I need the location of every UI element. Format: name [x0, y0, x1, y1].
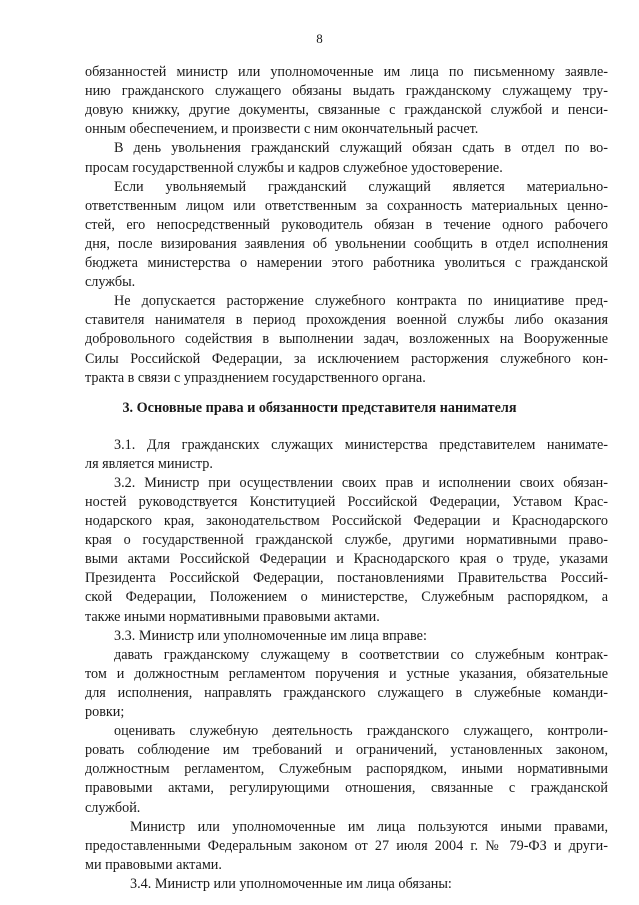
- text-line: правовыми актами, регулирующими отношения, связанные с гражданской: [85, 780, 608, 796]
- text-line: предоставленными Федеральным законом от 27 июля 2004 г. № 79-ФЗ и други-: [85, 838, 608, 854]
- text-line: оценивать служебную деятельность гражданского служащего, контроли-: [114, 723, 608, 739]
- text-line: дня, после визирования заявления об увольнении сообщить в отдел исполнения: [85, 236, 608, 252]
- text-line: стей, его непосредственный руководитель обязан в течение одного рабочего: [85, 217, 608, 233]
- text-line: добровольного содействия в выполнении задач, возложенных на Вооруженные: [85, 331, 608, 347]
- text-line: Силы Российской Федерации, за исключением расторжения служебного кон-: [85, 351, 608, 367]
- text-line: Министр или уполномоченные им лица пользуются иными правами,: [130, 819, 608, 835]
- text-line: ровать соблюдение им требований и ограничений, установленных законом,: [85, 742, 608, 758]
- text-line: давать гражданскому служащему в соответствии со служебным контрак-: [114, 647, 608, 663]
- text-line: ностей руководствуется Конституцией Российской Федерации, Уставом Крас-: [85, 494, 608, 510]
- text-line: ровки;: [85, 704, 125, 720]
- text-line: должностным регламентом, Служебным распорядком, иными нормативными: [85, 761, 608, 777]
- text-line: просам государственной службы и кадров служебное удостоверение.: [85, 160, 503, 176]
- text-line: ля является министр.: [85, 456, 213, 472]
- text-line: ской Федерации, Положением о министерстве, Служебным распорядком, а: [85, 589, 608, 605]
- text-line: для исполнения, направлять гражданского служащего в служебные команди-: [85, 685, 608, 701]
- text-line: 3.4. Министр или уполномоченные им лица обязаны:: [130, 876, 452, 892]
- text-line: 3.1. Для гражданских служащих министерства представителем нанимате-: [114, 437, 608, 453]
- text-line: ответственным лицом или ответственным за сохранность материальных ценно-: [85, 198, 608, 214]
- text-line: ми правовыми актами.: [85, 857, 222, 873]
- text-line: службой.: [85, 800, 141, 816]
- text-line: Не допускается расторжение служебного контракта по инициативе пред-: [114, 293, 608, 309]
- text-line: выми актами Российской Федерации и Краснодарского края о труде, указами: [85, 551, 608, 567]
- text-line: том и должностным регламентом поручения и устные указания, обязательные: [85, 666, 608, 682]
- text-line: также иными нормативными правовыми актами.: [85, 609, 380, 625]
- text-line: бюджета министерства о намерении этого работника уволиться с гражданской: [85, 255, 608, 271]
- text-line: Если увольняемый гражданский служащий является материально-: [114, 179, 608, 195]
- text-line: тракта в связи с упразднением государственного органа.: [85, 370, 426, 386]
- text-line: довую книжку, другие документы, связанные с гражданской службой и пенси-: [85, 102, 608, 118]
- page-number: 8: [316, 31, 323, 46]
- text-line: В день увольнения гражданский служащий обязан сдать в отдел по во-: [114, 140, 608, 156]
- text-line: Президента Российской Федерации, постановлениями Правительства Россий-: [85, 570, 608, 586]
- text-line: онным обеспечением, и произвести с ним окончательный расчет.: [85, 121, 479, 137]
- section-heading: 3. Основные права и обязанности представителя нанимателя: [122, 400, 517, 416]
- text-line: 3.2. Министр при осуществлении своих прав и исполнении своих обязан-: [114, 475, 608, 491]
- text-line: службы.: [85, 274, 136, 290]
- text-line: края о государственной гражданской службе, другими нормативными право-: [85, 532, 608, 548]
- text-line: нодарского края, законодательством Российской Федерации и Краснодарского: [85, 513, 608, 529]
- text-line: обязанностей министр или уполномоченные им лица по письменному заявле-: [85, 64, 608, 80]
- text-line: 3.3. Министр или уполномоченные им лица вправе:: [114, 628, 427, 644]
- text-line: нию гражданского служащего обязаны выдать гражданскому служащему тру-: [85, 83, 608, 99]
- text-line: ставителя нанимателя в период прохождения военной службы либо оказания: [85, 312, 608, 328]
